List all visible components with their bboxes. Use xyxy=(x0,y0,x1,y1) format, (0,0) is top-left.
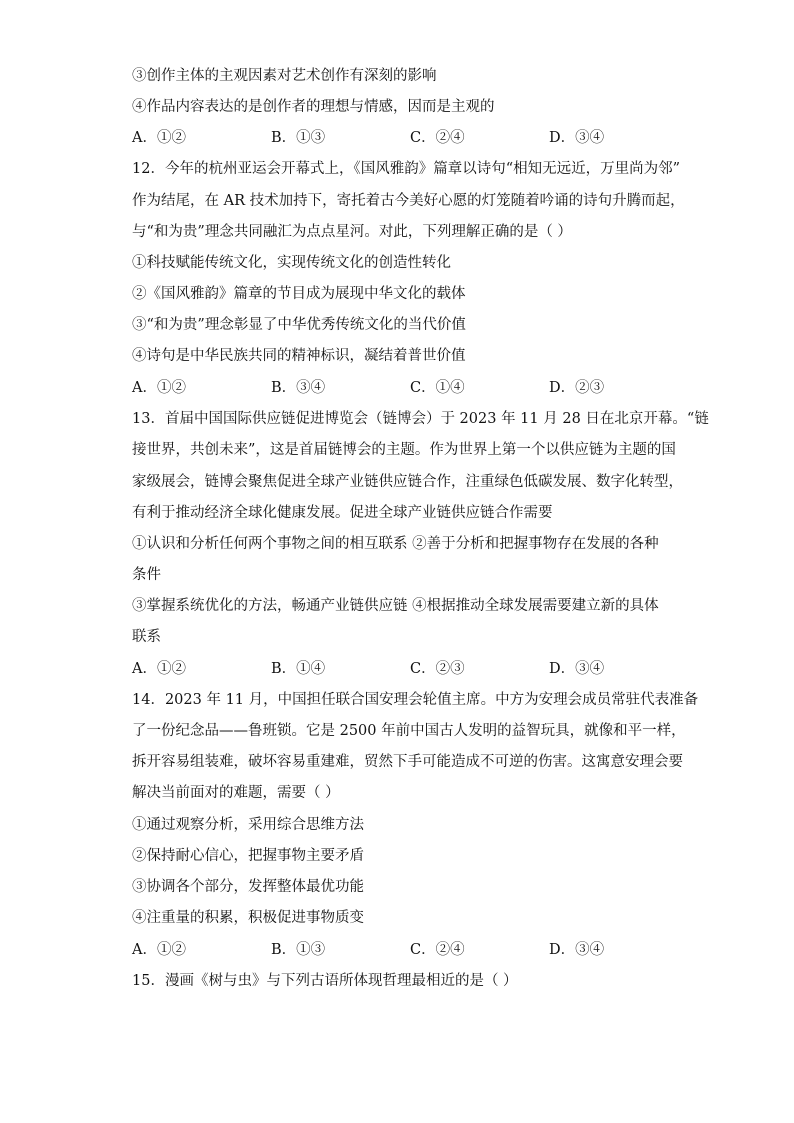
q14-statement-3: ③协调各个部分，发挥整体最优功能 xyxy=(132,879,364,895)
q12-statement-1: ①科技赋能传统文化，实现传统文化的创造性转化 xyxy=(132,255,451,271)
q12-stem-line-2: 作为结尾，在 AR 技术加持下，寄托着古今美好心愿的灯笼随着吟诵的诗句升腾而起， xyxy=(132,193,685,209)
q14-statement-1: ①通过观察分析，采用综合思维方法 xyxy=(132,817,364,833)
q12-option-b: B．③④ xyxy=(271,380,326,396)
q12-stem-line-3: 与“和为贵”理念共同融汇为点点星河。对此，下列理解正确的是（ ） xyxy=(132,224,572,240)
q12-stem-line-1: 12．今年的杭州亚运会开幕式上，《国风雅韵》篇章以诗句“相知无远近，万里尚为邻” xyxy=(132,161,681,177)
q13-option-c: C．②③ xyxy=(410,661,465,677)
q14-option-b: B．①③ xyxy=(271,942,326,958)
q13-stem-line-1: 13．首届中国国际供应链促进博览会（链博会）于 2023 年 11 月 28 日在北京开幕。“链 xyxy=(132,411,709,427)
q11-statement-3: ③创作主体的主观因素对艺术创作有深刻的影响 xyxy=(132,68,437,84)
q14-statement-2: ②保持耐心信心，把握事物主要矛盾 xyxy=(132,848,364,864)
q14-option-d: D．③④ xyxy=(549,942,605,958)
q14-option-a: A．①② xyxy=(132,942,186,958)
q13-statements-3-4-wrap: 联系 xyxy=(132,629,161,645)
q12-option-c: C．①④ xyxy=(410,380,465,396)
q13-option-a: A．①② xyxy=(132,661,186,677)
q14-statement-4: ④注重量的积累，积极促进事物质变 xyxy=(132,910,364,926)
q13-stem-line-3: 家级展会，链博会聚焦促进全球产业链供应链合作，注重绿色低碳发展、数字化转型， xyxy=(132,474,683,490)
q14-stem-line-4: 解决当前面对的难题，需要（ ） xyxy=(132,785,340,801)
q12-statement-3: ③“和为贵”理念彰显了中华优秀传统文化的当代价值 xyxy=(132,317,466,333)
q13-statements-3-4: ③掌握系统优化的方法，畅通产业链供应链 ④根据推动全球发展需要建立新的具体 xyxy=(132,598,659,614)
q12-option-d: D．②③ xyxy=(549,380,605,396)
q14-stem-line-2: 了一份纪念品——鲁班锁。它是 2500 年前中国古人发明的益智玩具，就像和平一样， xyxy=(132,723,686,739)
q13-option-d: D．③④ xyxy=(549,661,605,677)
q13-stem-line-2: 接世界，共创未来”，这是首届链博会的主题。作为世界上第一个以供应链为主题的国 xyxy=(132,442,676,458)
q11-option-a: A．①② xyxy=(132,130,186,146)
q11-option-c: C．②④ xyxy=(410,130,465,146)
q14-stem-line-3: 拆开容易组装难，破坏容易重建难，贸然下手可能造成不可逆的伤害。这寓意安理会要 xyxy=(132,754,683,770)
q14-option-c: C．②④ xyxy=(410,942,465,958)
q15-stem: 15．漫画《树与虫》与下列古语所体现哲理最相近的是（ ） xyxy=(132,973,518,989)
q13-statements-1-2-wrap: 条件 xyxy=(132,567,161,583)
q13-statements-1-2: ①认识和分析任何两个事物之间的相互联系 ②善于分析和把握事物存在发展的各种 xyxy=(132,536,659,552)
q11-option-d: D．③④ xyxy=(549,130,605,146)
q11-statement-4: ④作品内容表达的是创作者的理想与情感，因而是主观的 xyxy=(132,99,495,115)
q12-statement-2: ②《国风雅韵》篇章的节目成为展现中华文化的载体 xyxy=(132,286,466,302)
q12-option-a: A．①② xyxy=(132,380,186,396)
q13-option-b: B．①④ xyxy=(271,661,326,677)
q11-option-b: B．①③ xyxy=(271,130,326,146)
q12-statement-4: ④诗句是中华民族共同的精神标识，凝结着普世价值 xyxy=(132,348,466,364)
q13-stem-line-4: 有利于推动经济全球化健康发展。促进全球产业链供应链合作需要 xyxy=(132,505,553,521)
q14-stem-line-1: 14．2023 年 11 月，中国担任联合国安理会轮值主席。中方为安理会成员常驻代表准备 xyxy=(132,692,699,708)
